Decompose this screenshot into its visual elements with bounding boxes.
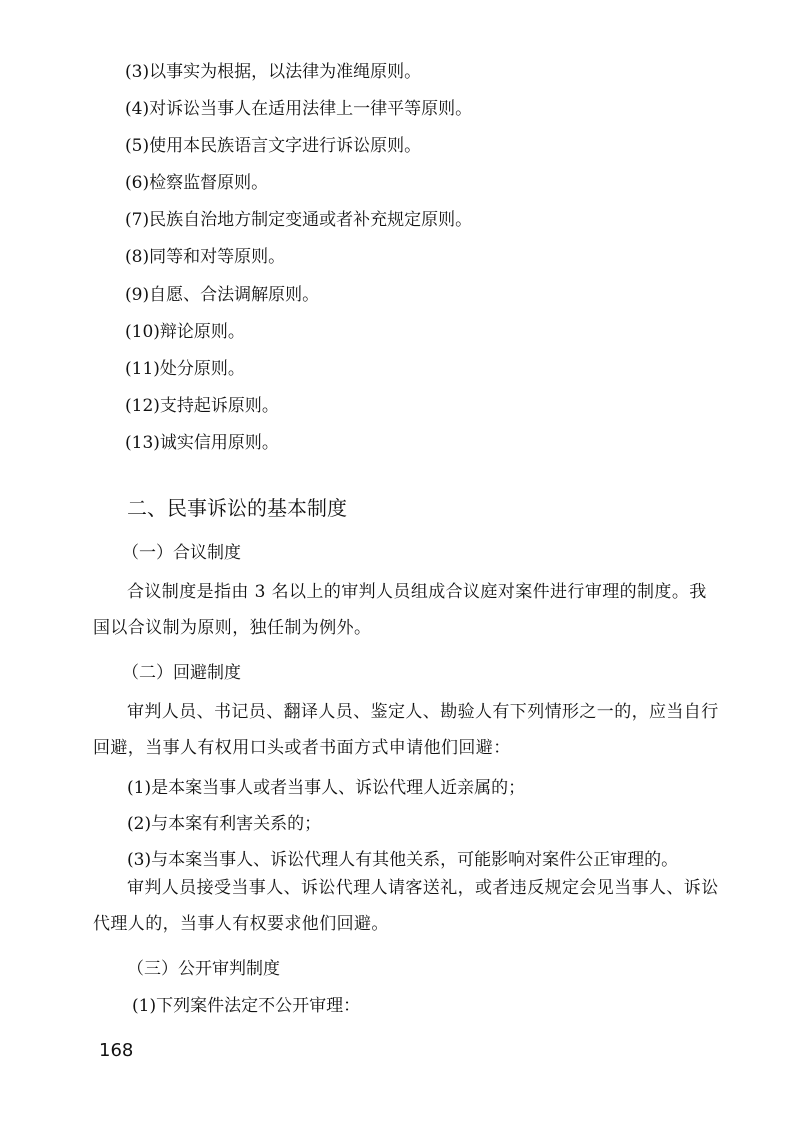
page-number: 168: [99, 1040, 134, 1061]
principle-item-6: (6)检察监督原则。: [125, 173, 269, 193]
principle-item-10: (10)辩论原则。: [125, 322, 245, 342]
principle-item-3: (3)以事实为根据，以法律为准绳原则。: [125, 62, 422, 82]
principle-item-9: (9)自愿、合法调解原则。: [125, 285, 320, 305]
collegial-system-paragraph: 合议制度是指由 3 名以上的审判人员组成合议庭对案件进行审理的制度。我国以合议制为原则，独任制为例外。: [93, 582, 707, 638]
recusal-gifts-paragraph: 审判人员接受当事人、诉讼代理人请客送礼，或者违反规定会见当事人、诉讼代理人的，当事人有权要求他们回避。: [93, 878, 719, 934]
subsection-title-recusal: （二）回避制度: [122, 663, 241, 683]
principle-item-11: (11)处分原则。: [125, 359, 245, 379]
section-heading: 二、民事诉讼的基本制度: [127, 496, 347, 520]
recusal-item-2: (2)与本案有利害关系的；: [127, 814, 322, 834]
principle-item-12: (12)支持起诉原则。: [125, 396, 279, 416]
recusal-intro-paragraph: 审判人员、书记员、翻译人员、鉴定人、勘验人有下列情形之一的，应当自行回避，当事人有权用口头或者书面方式申请他们回避：: [93, 702, 719, 758]
recusal-item-1: (1)是本案当事人或者当事人、诉讼代理人近亲属的；: [127, 778, 526, 798]
subsection-title-collegial: （一）合议制度: [122, 543, 241, 563]
principle-item-7: (7)民族自治地方制定变通或者补充规定原则。: [125, 210, 473, 230]
principle-item-13: (13)诚实信用原则。: [125, 433, 279, 453]
subsection-title-public-trial: （三）公开审判制度: [127, 959, 280, 979]
public-trial-item-1: (1)下列案件法定不公开审理：: [132, 996, 361, 1016]
recusal-item-3: (3)与本案当事人、诉讼代理人有其他关系，可能影响对案件公正审理的。: [127, 850, 679, 870]
principle-item-8: (8)同等和对等原则。: [125, 247, 286, 267]
principle-item-4: (4)对诉讼当事人在适用法律上一律平等原则。: [125, 99, 473, 119]
principle-item-5: (5)使用本民族语言文字进行诉讼原则。: [125, 136, 422, 156]
